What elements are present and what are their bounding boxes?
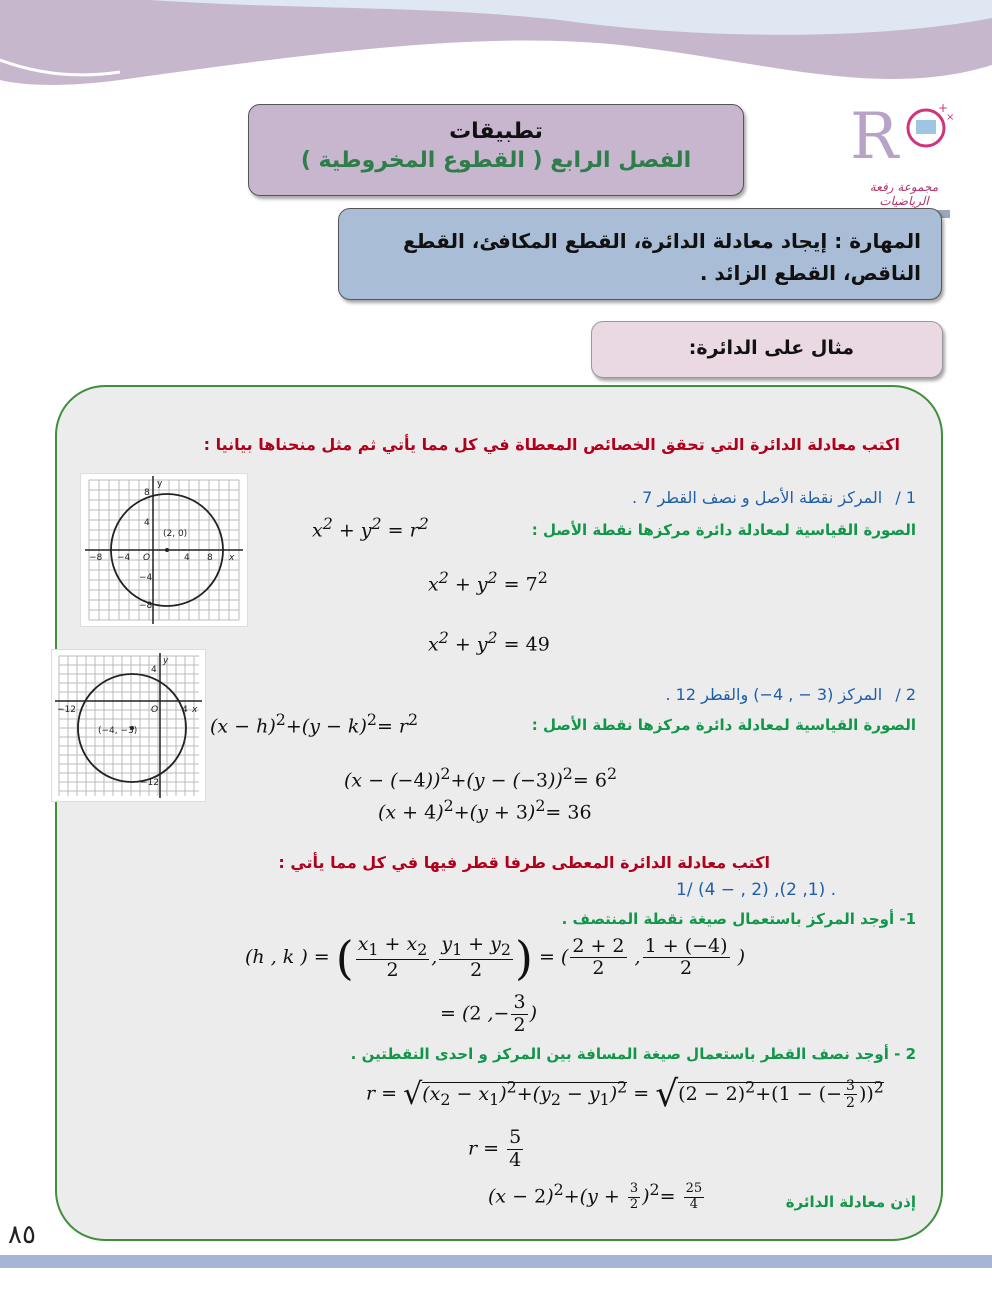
g1-xm4: −4 <box>117 553 131 563</box>
svg-text:×: × <box>946 112 955 123</box>
problem-3-step-1: 1- أوجد المركز باستعمال صيغة نقطة المنتصف . <box>561 910 916 928</box>
g2-origin: O <box>151 705 159 715</box>
problem-1-text: المركز نقطة الأصل و نصف القطر 7 . <box>632 488 883 507</box>
eq-1b: $x^2 + y^2 = 49$ <box>428 628 550 656</box>
page-number: ٨٥ <box>8 1220 36 1250</box>
g1-ym8: −8 <box>139 601 153 611</box>
problem-2-label: 2 / <box>895 685 916 704</box>
page-title: تطبيقات <box>449 119 543 144</box>
g1-x8: 8 <box>207 553 213 563</box>
eq-center-result: = (2 ,− $\frac{3}{2}$ ) <box>440 991 537 1036</box>
problem-2-text: المركز (3 − , 4−) والقطر 12 . <box>665 685 883 704</box>
logo-text: مجموعة رفعة الرياضيات <box>869 180 939 208</box>
g1-y4: 4 <box>144 518 150 528</box>
eq-standard-center: $(x - h)^2+(y - k)^2= r^2$ <box>210 710 419 738</box>
instruction-1: اكتب معادلة الدائرة التي تحقق الخصائص المعطاة في كل مما يأتي ثم مثل منحناها بيانيا : <box>203 435 900 454</box>
eq-2b: $(x + 4)^2+(y + 3)^2= 36$ <box>378 796 592 824</box>
circle-graph-1 <box>81 474 247 626</box>
example-title-box <box>591 321 943 378</box>
graph-1 <box>80 473 248 627</box>
problem-1-standard-form: الصورة القياسية لمعادلة دائرة مركزها نقطة الأصل : <box>531 521 916 539</box>
logo <box>846 96 962 206</box>
g1-y-label: y <box>157 479 163 489</box>
eq-radius: r = $\frac{5}{4}$ <box>468 1126 522 1171</box>
problem-1-line <box>632 488 916 507</box>
eq-final: $(x - 2)^2+(y$ + $\frac{3}{2}$ )$^2$= $\frac{25}{4}$ <box>488 1180 703 1212</box>
g1-origin: O <box>143 553 151 563</box>
svg-text:+: + <box>938 101 949 115</box>
eq-1a: $x^2 + y^2 = 7^2$ <box>428 568 548 596</box>
title-box <box>248 104 744 196</box>
g1-x-label: x <box>229 553 235 563</box>
g2-y-label: y <box>163 656 169 666</box>
g2-xm12: −12 <box>57 705 76 715</box>
instruction-2: اكتب معادلة الدائرة المعطى طرفا قطر فيها في كل مما يأتي : <box>278 853 770 872</box>
logo-mark-icon <box>846 96 962 176</box>
chapter-subtitle: الفصل الرابع ( القطوع المخروطية ) <box>300 148 692 173</box>
eq-2a: $(x - (-4))^2+(y - (-3))^2= 6^2$ <box>344 764 618 792</box>
problem-2-standard-form: الصورة القياسية لمعادلة دائرة مركزها نقطة الأصل : <box>531 716 916 734</box>
svg-text:R: R <box>850 100 899 174</box>
g2-y4: 4 <box>151 665 157 675</box>
problem-3-points: 1/ (4 − , 2) ,(2 ,1) . <box>676 880 837 900</box>
problem-3-step-2: 2 - أوجد نصف القطر باستعمال صيغة المسافة بين المركز و احدى النقطتين . <box>350 1045 916 1063</box>
conclusion-label: إذن معادلة الدائرة <box>785 1193 916 1211</box>
circle-graph-2 <box>52 650 205 801</box>
g2-x-label: x <box>192 705 198 715</box>
problem-1-label: 1 / <box>895 488 916 507</box>
g1-ym4: −4 <box>139 573 153 583</box>
eq-midpoint: (h , k ) = ( $\frac{x_1 + x_2}{2}$ , $\frac{y_1 + y_2}{2}$ ) = ( $\frac{2 + 2}{2}$ , $\frac{1 + (-4)}{2}$ ) <box>245 930 745 985</box>
header-wave-decoration <box>0 0 992 110</box>
footer-bar <box>0 1255 992 1268</box>
skill-text: المهارة : إيجاد معادلة الدائرة، القطع المكافئ، القطع الناقص، القطع الزائد . <box>402 229 921 285</box>
g2-x4: 4 <box>182 705 188 715</box>
g1-xm8: −8 <box>89 553 103 563</box>
g1-y8: 8 <box>144 488 150 498</box>
g2-point: (−4, −3) <box>98 726 138 736</box>
eq-standard-origin: $x^2 + y^2 = r^2$ <box>312 514 429 542</box>
problem-2-line <box>665 685 916 704</box>
graph-2 <box>51 649 206 802</box>
g1-x4: 4 <box>184 553 190 563</box>
example-title: مثال على الدائرة: <box>688 337 854 359</box>
g1-point: (2, 0) <box>163 529 188 539</box>
skill-box <box>338 208 942 300</box>
g2-ym12: −12 <box>140 778 159 788</box>
eq-distance: $r = √(x_2 - x_1)^2+(y_2 - y_1)^2 = √(2 - 2)^2+(1$ − (− $\frac{3}{2}$ ))$^2$ <box>366 1074 884 1115</box>
